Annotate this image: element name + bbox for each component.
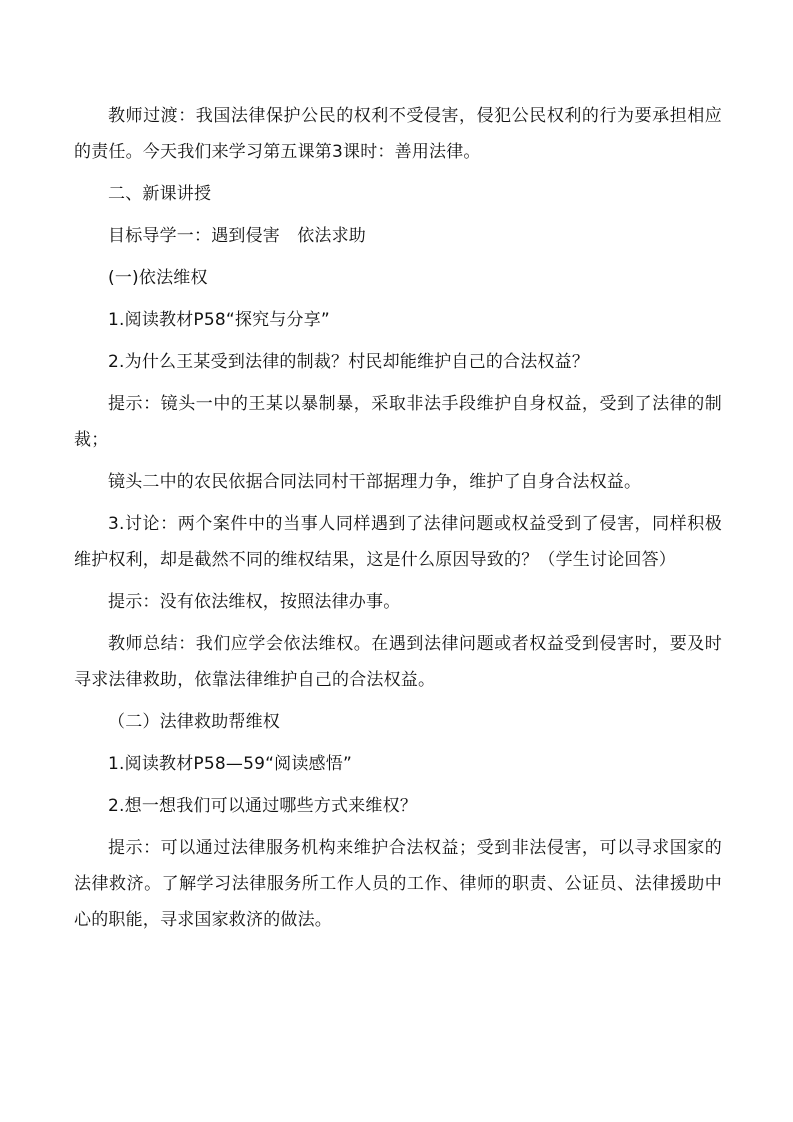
heading-section-two: （二）法律救助帮维权 xyxy=(108,712,280,732)
heading-section-one: (一)依法维权 xyxy=(108,268,208,288)
paragraph-hint-three: 提示：可以通过法律服务机构来维护合法权益；受到非法侵害，可以寻求国家的法律救济。了解学习法律服务所工作人员的工作、律师的职责、公证员、法律援助中心的职能，寻求国家救济的做法。 xyxy=(74,838,722,930)
list-item-read-textbook-2: 1.阅读教材P58—59“阅读感悟” xyxy=(108,754,352,774)
paragraph-hint-one: 提示：镜头一中的王某以暴制暴，采取非法手段维护自身权益，受到了法律的制裁； xyxy=(74,394,722,450)
paragraph-teacher-transition: 教师过渡：我国法律保护公民的权利不受侵害，侵犯公民权利的行为要承担相应的责任。今天我们来学习第五课第3课时：善用法律。 xyxy=(74,106,722,162)
list-item-discussion: 3.讨论：两个案件中的当事人同样遇到了法律问题或权益受到了侵害，同样积极维护权利，却是截然不同的维权结果，这是什么原因导致的？（学生讨论回答） xyxy=(74,514,722,570)
paragraph-scene-two: 镜头二中的农民依据合同法同村干部据理力争，维护了自身合法权益。 xyxy=(108,472,642,492)
paragraph-teacher-summary: 教师总结：我们应学会依法维权。在遇到法律问题或者权益受到侵害时，要及时寻求法律救助，依靠法律维护自己的合法权益。 xyxy=(74,634,722,690)
heading-new-lesson: 二、新课讲授 xyxy=(108,184,212,204)
paragraph-hint-two: 提示：没有依法维权，按照法律办事。 xyxy=(108,592,401,612)
list-item-think: 2.想一想我们可以通过哪些方式来维权？ xyxy=(108,796,418,816)
document-body xyxy=(74,98,722,944)
heading-goal-one: 目标导学一：遇到侵害 依法求助 xyxy=(108,226,366,246)
list-item-read-textbook: 1.阅读教材P58“探究与分享” xyxy=(108,310,330,330)
list-item-question: 2.为什么王某受到法律的制裁？村民却能维护自己的合法权益？ xyxy=(108,352,590,372)
